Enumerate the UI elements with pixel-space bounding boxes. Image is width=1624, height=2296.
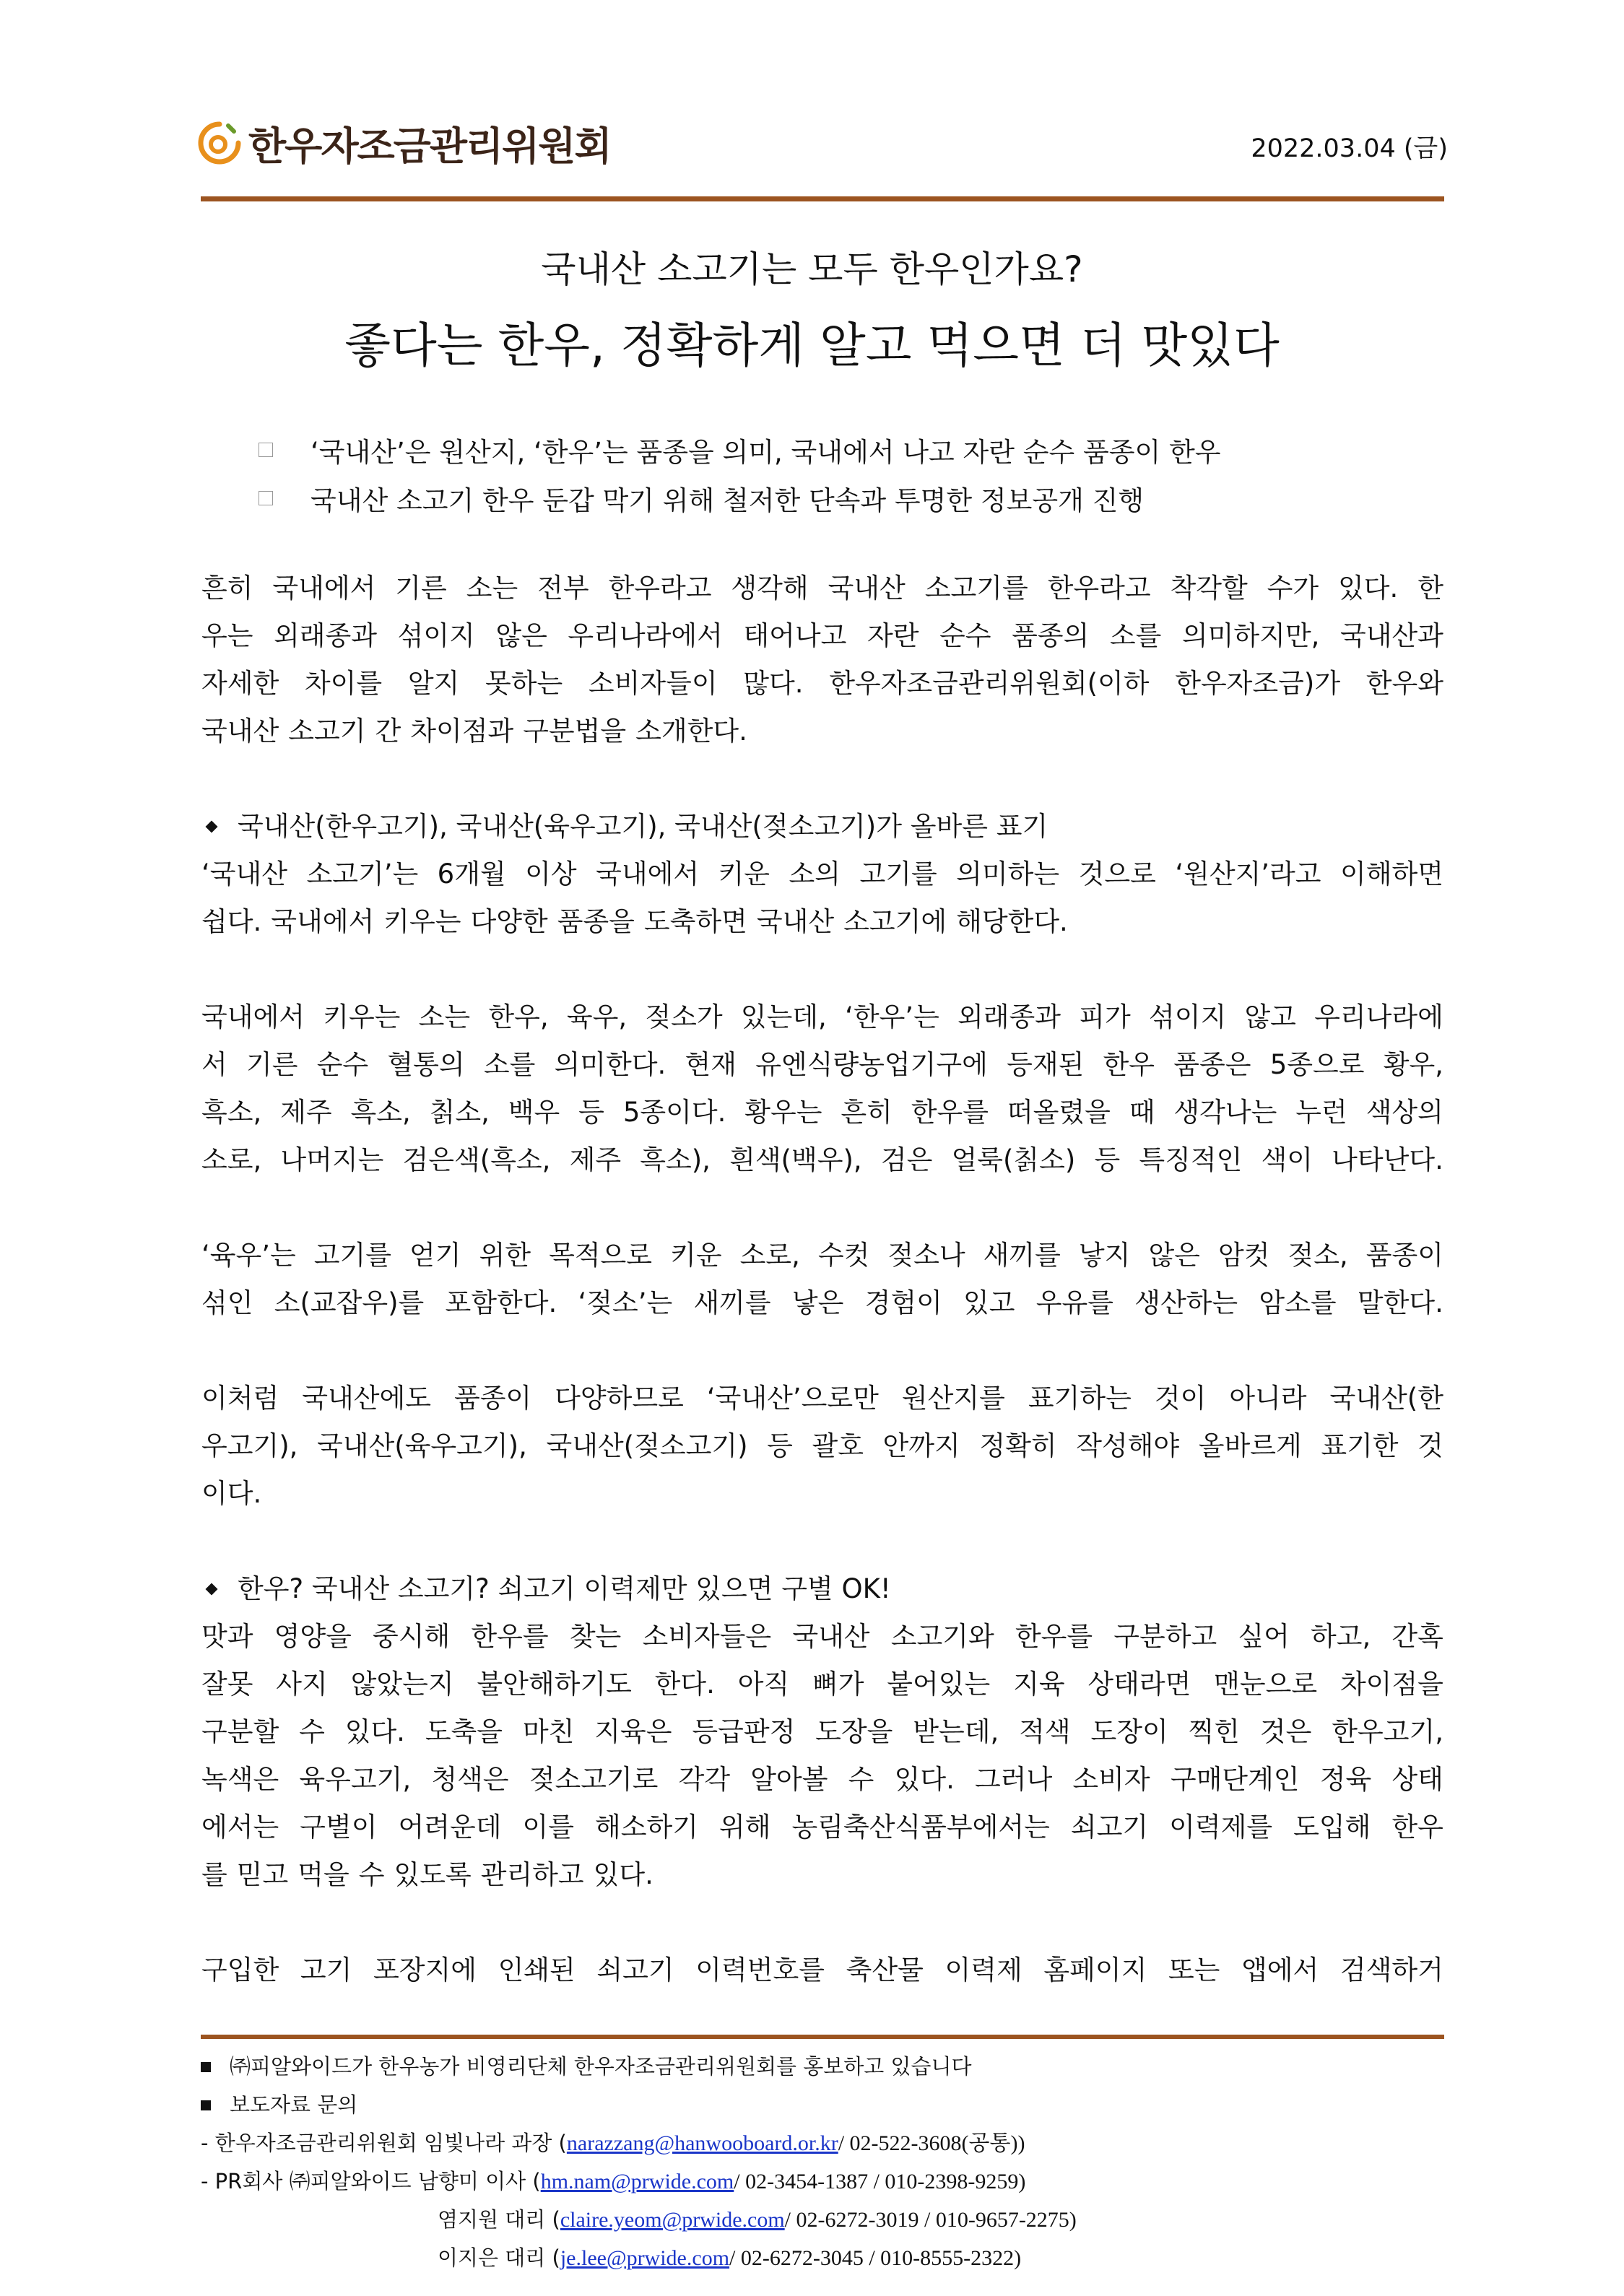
- paragraph: ‘국내산 소고기’는 6개월 이상 국내에서 키운 소의 고기를 의미하는 것으로 ‘원산지’라고 이해하면 쉽다. 국내에서 키우는 다양한 품종을 도축하면 국내산 소고기에 해당한다.: [201, 858, 1443, 937]
- checkbox-bullet-icon: [259, 443, 273, 457]
- diamond-bullet-icon: [206, 821, 218, 833]
- paragraph: 이처럼 국내산에도 품종이 다양하므로 ‘국내산’으로만 원산지를 표기하는 것이 아니라 국내산(한 우고기), 국내산(육우고기), 국내산(젖소고기) 등 괄호 안까지 정확히 작성해야 올바르게 표기한 것 이다.: [201, 1383, 1443, 1509]
- section-heading: 한우? 국내산 소고기? 쇠고기 이력제만 있으면 구별 OK!: [201, 1565, 1443, 1613]
- email-link[interactable]: claire.yeom@prwide.com: [560, 2208, 785, 2232]
- paragraph: 맛과 영양을 중시해 한우를 찾는 소비자들은 국내산 소고기와 한우를 구분하고 싶어 하고, 간혹 잘못 사지 않았는지 불안해하기도 한다. 아직 뼈가 붙어있는 지육 상태라면 맨눈으로 차이점을 구분할 수 있다. 도축을 마친 지육은 등급판정 도장을 받는데, 적색 도장이 찍힌 것은 한우고기, 녹색은 육우고기, 청색은 젖소고기로 각각 알아볼 수 있다. 그러나 소비자 구매단계인 정육 상태 에서는 구별이 어려운데 이를 해소하기 위해 농림축산식품부에서는 쇠고기 이력제를 도입해 한우 를 믿고 먹을 수 있도록 관리하고 있다.: [201, 1621, 1443, 1890]
- summary-item: 국내산 소고기 한우 둔갑 막기 위해 철저한 단속과 투명한 정보공개 진행: [259, 474, 1220, 522]
- contact-line: 염지원 대리 ( claire.yeom@prwide.com / 02-6272-3019 / 010-9657-2275): [201, 2201, 1077, 2239]
- paragraph: ‘육우’는 고기를 얻기 위한 목적으로 키운 소로, 수컷 젖소나 새끼를 낳지 않은 암컷 젖소, 품종이 섞인 소(교잡우)를 포함한다. ‘젖소’는 새끼를 낳은 경험이 있고 우유를 생산하는 암소를 말한다.: [201, 1240, 1443, 1318]
- checkbox-bullet-icon: [259, 491, 273, 505]
- email-link[interactable]: je.lee@prwide.com: [560, 2246, 730, 2270]
- subtitle: 국내산 소고기는 모두 한우인가요?: [541, 248, 1083, 290]
- page-title: 좋다는 한우, 정확하게 알고 먹으면 더 맛있다: [344, 318, 1280, 373]
- release-date: 2022.03.04 (금): [1251, 134, 1448, 163]
- section-heading: 국내산(한우고기), 국내산(육우고기), 국내산(젖소고기)가 올바른 표기: [201, 803, 1443, 851]
- paragraph: 국내에서 키우는 소는 한우, 육우, 젖소가 있는데, ‘한우’는 외래종과 피가 섞이지 않고 우리나라에 서 기른 순수 혈통의 소를 의미한다. 현재 유엔식량농업기구에 등재된 한우 품종은 5종으로 황우, 흑소, 제주 흑소, 칡소, 백우 등 5종이다. 황우는 흔히 한우를 떠올렸을 때 생각나는 누런 색상의 소로, 나머지는 검은색(흑소, 제주 흑소), 흰색(백우), 검은 얼룩(칡소) 등 특징적인 색이 나타난다.: [201, 1001, 1443, 1175]
- footer-note: ㈜피알와이드가 한우농가 비영리단체 한우자조금관리위원회를 홍보하고 있습니다: [201, 2048, 1077, 2086]
- org-name: 한우자조금관리위원회: [248, 123, 611, 169]
- org-logo: [196, 114, 611, 172]
- footer-divider: [201, 2035, 1444, 2039]
- summary-item: ‘국내산’은 원산지, ‘한우’는 품종을 의미, 국내에서 나고 자란 순수 품종이 한우: [259, 425, 1220, 474]
- contact-line: - PR회사 ㈜피알와이드 남향미 이사 ( hm.nam@prwide.com / 02-3454-1387 / 010-2398-9259): [201, 2162, 1077, 2201]
- paragraph: 구입한 고기 포장지에 인쇄된 쇠고기 이력번호를 축산물 이력제 홈페이지 또는 앱에서 검색하거: [201, 1954, 1443, 1986]
- contact-line: 이지은 대리 ( je.lee@prwide.com / 02-6272-3045 / 010-8555-2322): [201, 2239, 1077, 2277]
- contact-line: - 한우자조금관리위원회 임빛나라 과장 ( narazzang@hanwooboard.or.kr / 02-522-3608(공통)): [201, 2124, 1077, 2162]
- square-bullet-icon: [201, 2100, 211, 2110]
- summary-list: [259, 425, 1220, 522]
- article-body: [201, 565, 1443, 1994]
- footer-note: 보도자료 문의: [201, 2086, 1077, 2124]
- diamond-bullet-icon: [206, 1583, 218, 1596]
- email-link[interactable]: hm.nam@prwide.com: [540, 2170, 734, 2193]
- footer: [201, 2048, 1077, 2277]
- square-bullet-icon: [201, 2062, 211, 2072]
- email-link[interactable]: narazzang@hanwooboard.or.kr: [566, 2131, 838, 2155]
- hanwoo-logo-icon: [196, 120, 243, 166]
- paragraph-intro: 흔히 국내에서 기른 소는 전부 한우라고 생각해 국내산 소고기를 한우라고 착각할 수가 있다. 한 우는 외래종과 섞이지 않은 우리나라에서 태어나고 자란 순수 품종의 소를 의미하지만, 국내산과 자세한 차이를 알지 못하는 소비자들이 많다. 한우자조금관리위원회(이하 한우자조금)가 한우와 국내산 소고기 간 차이점과 구분법을 소개한다.: [201, 573, 1443, 747]
- header-divider: [201, 196, 1444, 201]
